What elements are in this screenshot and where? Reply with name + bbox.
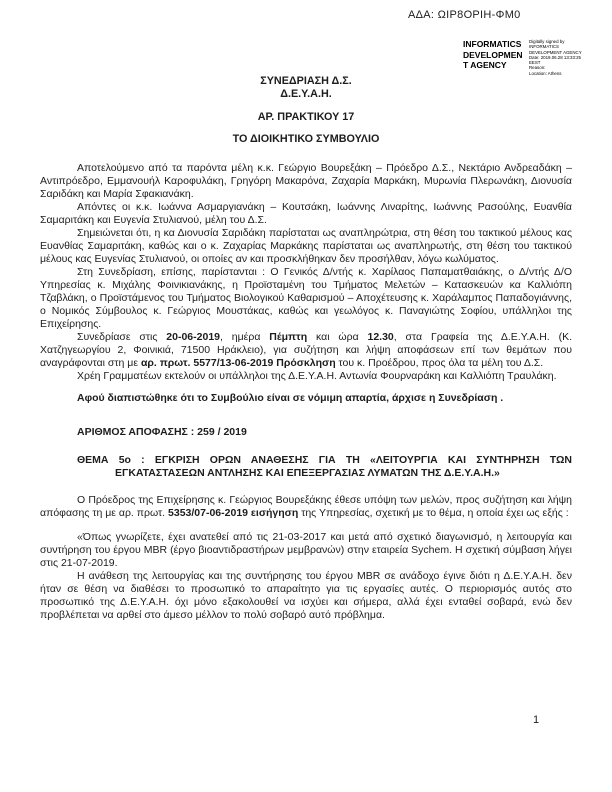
subject-heading <box>77 454 572 480</box>
text-run: ΘΕΜΑ 5ο : <box>77 454 155 466</box>
signature-detail-line: EEST <box>529 60 541 66</box>
body-paragraph <box>40 162 572 201</box>
text-run: , στα Γραφεία της Δ.Ε.Υ.Α.Η. (Κ. Χατζηγεωργίου 2, Φοινικιά, 71500 Ηράκλειο), για συζήτηση και λήψη αποφάσεων επί των θεμάτων που αναγράφονται στη με <box>40 331 572 369</box>
signature-detail-line: INFORMATICS <box>529 44 559 50</box>
digital-signature-stamp <box>463 39 609 76</box>
text-run: «Όπως γνωρίζετε, έχει ανατεθεί από τις 21-03-2017 και μετά από σχετικό διαγωνισμό, η λειτουργία και συντήρηση του έργου MBR (έργο βιοαντιδραστήρων μεμβρανών) στην εταιρεία Sychem. Η σχετική σύμβαση λήγει στις 21-07-2019. <box>40 531 572 569</box>
text-run: , ημέρα <box>220 331 270 343</box>
signature-detail-line: Reason: <box>529 65 546 71</box>
text-run: της Υπηρεσίας, σχετική με το θέμα, η οποία έχει ως εξής : <box>298 507 569 519</box>
body-paragraph <box>40 570 572 622</box>
signature-detail-line: Location: Athens <box>529 70 562 76</box>
signature-details <box>529 39 609 76</box>
paragraphs-container <box>40 162 572 622</box>
body-paragraph <box>40 331 572 370</box>
text-run: Αφού διαπιστώθηκε ότι το Συμβούλιο είναι σε νόμιμη απαρτία, άρχισε η Συνεδρίαση <box>77 392 498 404</box>
text-run: 12.30 <box>367 331 394 343</box>
signature-detail-line: Digitally signed by <box>529 39 565 44</box>
body-paragraph <box>40 370 572 383</box>
text-run: αρ. πρωτ. 5577/13-06-2019 Πρόσκληση <box>140 357 336 369</box>
text-run: Πέμπτη <box>269 331 308 343</box>
text-run: Στη Συνεδρίαση, επίσης, παρίστανται : Ο Γενικός Δ/ντής κ. Χαρίλαος Παπαματθαιάκης, ο Δ/ντής Δ/Ο Υπηρεσίας κ. Μιχάλης Φοινικιανάκης, η Προϊσταμένη του Τμήματος Μελετών – Κατασκευών κα Καλλιόπη Τζαβλάκη, ο Προϊστάμενος του Τμήματος Βιολογικού Καθαρισμού – Αποχέτευσης κ. Χαράλαμπος Παπαδογιάννης, ο Νομικός Σύμβουλος κ. Γεώργιος Μουστάκας, καθώς και γεωλόγος κ. Παναγιώτης Σοφίου, υπάλληλοι της Επιχείρησης. <box>40 266 572 330</box>
board-title: ΤΟ ΔΙΟΙΚΗΤΙΚΟ ΣΥΜΒΟΥΛΙΟ <box>232 133 380 145</box>
text-run: Χρέη Γραμματέων εκτελούν οι υπάλληλοι της Δ.Ε.Υ.Α.Η. Αντωνία Φουρναράκη και Καλλιόπη Τραυλάκη. <box>77 370 557 382</box>
organization-title: Δ.Ε.Υ.Α.Η. <box>280 88 332 100</box>
text-run: Ο Πρόεδρος της Επιχείρησης κ. Γεώργιος Βουρεξάκης έθεσε υπόψη των μελών, προς συζήτηση και λήψη απόφασης τη με αρ. πρωτ. <box>40 494 572 519</box>
text-run: του κ. Προέδρου, προς όλα τα μέλη του Δ.Σ. <box>335 357 544 369</box>
session-title: ΣΥΝΕΔΡΙΑΣΗ Δ.Σ. <box>260 75 352 87</box>
text-run: ΕΓΚΡΙΣΗ ΟΡΩΝ ΑΝΑΘΕΣΗΣ ΓΙΑ ΤΗ «ΛΕΙΤΟΥΡΓΙΑ ΚΑΙ ΣΥΝΤΗΡΗΣΗ ΤΩΝ ΕΓΚΑΤΑΣΤΑΣΕΩΝ ΑΝΤΛΗΣΗΣ ΚΑΙ ΕΠΕΞΕΡΓΑΣΙΑΣ ΛΥΜΑΤΩΝ ΤΗΣ Δ.Ε.Υ.Α.Η.» <box>115 454 572 479</box>
text-run: Αποτελούμενο από τα παρόντα μέλη κ.κ. Γεώργιο Βουρεξάκη – Πρόεδρο Δ.Σ., Νεκτάριο Ανδρεαδάκη – Αντιπρόεδρο, Εμμανουήλ Καροφυλάκη, Γρηγόρη Μακαρόνα, Ζαχαρία Μαρκάκη, Μυρωνία Πλερωνάκη, Διονυσία Σαριδάκη και Μαρία Σφακιανάκη. <box>40 162 572 200</box>
body-paragraph <box>40 227 572 266</box>
decision-number <box>77 426 572 439</box>
quorum-note <box>40 392 572 405</box>
text-run: Σημειώνεται ότι, η κα Διονυσία Σαριδάκη παρίσταται ως αναπληρώτρια, στη θέση του τακτικού μέλους κας Ευανθίας Σαμαριτάκη, καθώς και ο κ. Ζαχαρίας Μαρκάκης παρίσταται ως αναπληρωτής, στη θέση του τακτικού μέλους κας Ευγενίας Στυλιανού, οι οποίες αν και προσκλήθηκαν δεν προσήλθαν, λόγω κωλύματος. <box>40 227 572 265</box>
body-paragraph <box>40 266 572 331</box>
text-run: Συνεδρίασε στις <box>77 331 167 343</box>
document-body <box>40 75 572 622</box>
text-run: Απόντες οι κ.κ. Ιωάννα Ασμαργιανάκη – Κουτσάκη, Ιωάννης Λιναρίτης, Ιωάννης Ρασούλης, Ευανθία Σαμαριτάκη και Ευγενία Στυλιανού, μέλη του Δ.Σ. <box>40 201 572 226</box>
page-number: 1 <box>533 714 540 726</box>
intro-paragraph <box>40 494 572 520</box>
text-run: και ώρα <box>307 331 368 343</box>
ada-code: ΑΔΑ: ΩΙΡ8ΟΡΙΗ-ΦΜ0 <box>408 9 521 21</box>
text-run: . <box>497 392 504 404</box>
text-run: ΑΡΙΘΜΟΣ ΑΠΟΦΑΣΗΣ : 259 / 2019 <box>77 426 247 438</box>
signature-detail-line: Date: 2019.06.28 13:33:25 <box>529 54 581 60</box>
signature-agency-name: INFORMATICS DEVELOPMENT AGENCY <box>463 39 523 70</box>
text-run: Η ανάθεση της λειτουργίας και της συντήρησης του έργου MBR σε ανάδοχο έγινε διότι η Δ.Ε.Υ.Α.Η. δεν ήταν σε θέση να διαθέσει το προσωπικό το απαραίτητο για τις εργασίες αυτές. Ο περιορισμός αυτός στο προσωπικό της Δ.Ε.Υ.Α.Η. όχι μόνο εξακολουθεί να ισχύει και σήμερα, αλλά έχει ενταθεί σοβαρά, ενώ δεν προβλέπεται να αρθεί στο άμεσο μέλλον το πολύ σοβαρό αυτό πρόβλημα. <box>40 570 572 621</box>
text-run: 20-06-2019 <box>166 331 221 343</box>
text-run: 5353/07-06-2019 εισήγηση <box>168 507 299 519</box>
body-paragraph <box>40 201 572 227</box>
quote-paragraph <box>40 531 572 570</box>
minutes-number: ΑΡ. ΠΡΑΚΤΙΚΟΥ 17 <box>257 111 355 123</box>
signature-detail-line: DEVELOPMENT AGENCY <box>529 49 582 55</box>
